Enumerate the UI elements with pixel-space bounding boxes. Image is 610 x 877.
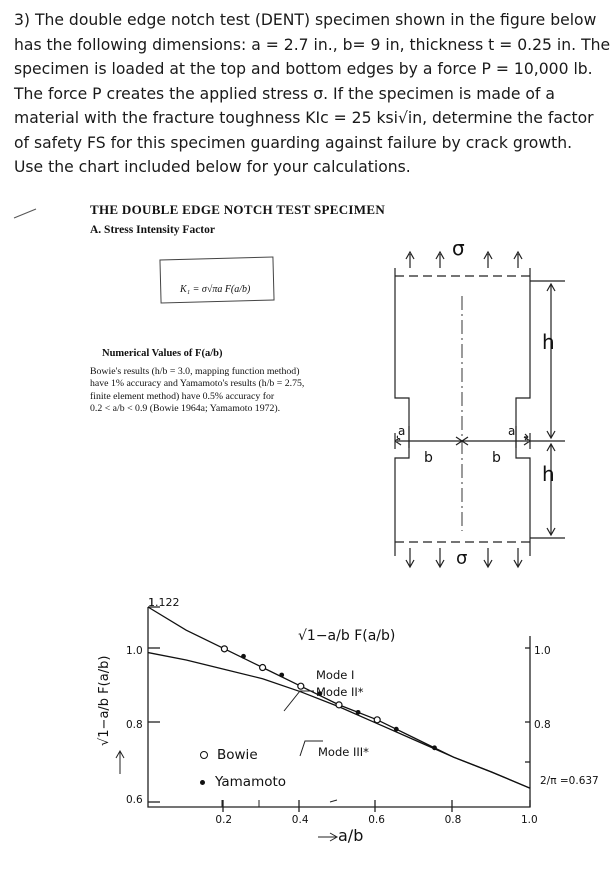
numerical-line: 0.2 < a/b < 0.9 (Bowie 1964a; Yamamoto 1972). [90,403,281,415]
problem-line: material with the fracture toughness KIc = 25 ksi√in, determine the factor [14,109,594,127]
x-tick-label: 0.6 [368,814,385,826]
specimen-drawing [395,252,565,567]
formula-text: K₁ = σ√πa F(a/b) [180,284,251,295]
yamamoto-marker-icon [200,780,205,785]
mode-2-label: Mode II* [316,685,364,699]
problem-line: of safety FS for this specimen guarding against failure by crack growth. [14,133,573,152]
x-tick-label: 1.0 [521,814,538,826]
sigma-bottom-label: σ [456,548,468,569]
figure-subtitle: A. Stress Intensity Factor [90,224,215,236]
h-lower-label: h [542,462,555,486]
yamamoto-point [432,745,437,750]
curve-label: √1−a/b F(a/b) [298,628,396,644]
bowie-point [221,646,227,652]
bowie-marker-icon [200,751,208,759]
y-tick-label-right: 1.0 [534,644,551,657]
mode-1-label: Mode I [316,668,355,682]
yamamoto-point [356,710,361,715]
problem-line: has the following dimensions: a = 2.7 in., b= 9 in, thickness t = 0.25 in. The [14,35,610,54]
top-value-label: 1.122 [148,596,180,609]
problem-line: The force P creates the applied stress σ. If the specimen is made of a [14,84,555,103]
a-left-label: a [398,424,406,438]
right-value-label: 2/π =0.637 [540,775,599,787]
bowie-point [298,683,304,689]
legend-bowie-text: Bowie [217,747,258,763]
sigma-top-label: σ [452,236,465,260]
y-tick-label-right: 0.8 [534,719,551,732]
yamamoto-point [241,654,246,659]
y-tick-label: 0.6 [126,794,143,806]
x-axis-label: a/b [338,826,364,845]
legend-yamamoto-text: Yamamoto [215,774,287,790]
yamamoto-point [279,673,284,678]
numerical-line: finite element method) have 0.5% accuracy for [90,390,275,402]
numerical-values-heading: Numerical Values of F(a/b) [102,348,223,359]
problem-line: 3) The double edge notch test (DENT) specimen shown in the figure below [14,11,597,29]
y-tick-label: 0.8 [126,719,143,732]
bowie-point [260,665,266,671]
yamamoto-point [394,727,399,732]
b-left-label: b [424,450,433,466]
bowie-point [374,717,380,723]
mode-3-label: Mode III* [318,745,369,759]
y-tick-label: 1.0 [126,644,143,657]
b-right-label: b [492,450,501,466]
h-upper-label: h [542,330,555,354]
a-right-label: a [508,424,516,438]
problem-line: Use the chart included below for your calculations. [14,158,411,176]
figure-lines [0,196,610,877]
x-tick-label: 0.2 [215,814,233,826]
numerical-values-text [90,366,352,416]
scanned-figure [0,196,610,877]
numerical-line: have 1% accuracy and Yamamoto's results (h/b = 2.75, [90,378,305,390]
y-axis-label: √1−a/b F(a/b) [97,655,112,746]
figure-title: THE DOUBLE EDGE NOTCH TEST SPECIMEN [90,202,386,217]
numerical-line: Bowie's results (h/b = 3.0, mapping function method) [90,366,300,377]
bowie-point [336,702,342,708]
legend-yamamoto [200,774,286,790]
x-tick-label: 0.4 [291,814,309,826]
legend-bowie [200,747,258,763]
problem-line: specimen is loaded at the top and bottom edges by a force P = 10,000 lb. [14,60,593,78]
formula-box [159,257,274,304]
x-tick-label: 0.8 [444,814,462,826]
problem-statement [14,8,610,180]
